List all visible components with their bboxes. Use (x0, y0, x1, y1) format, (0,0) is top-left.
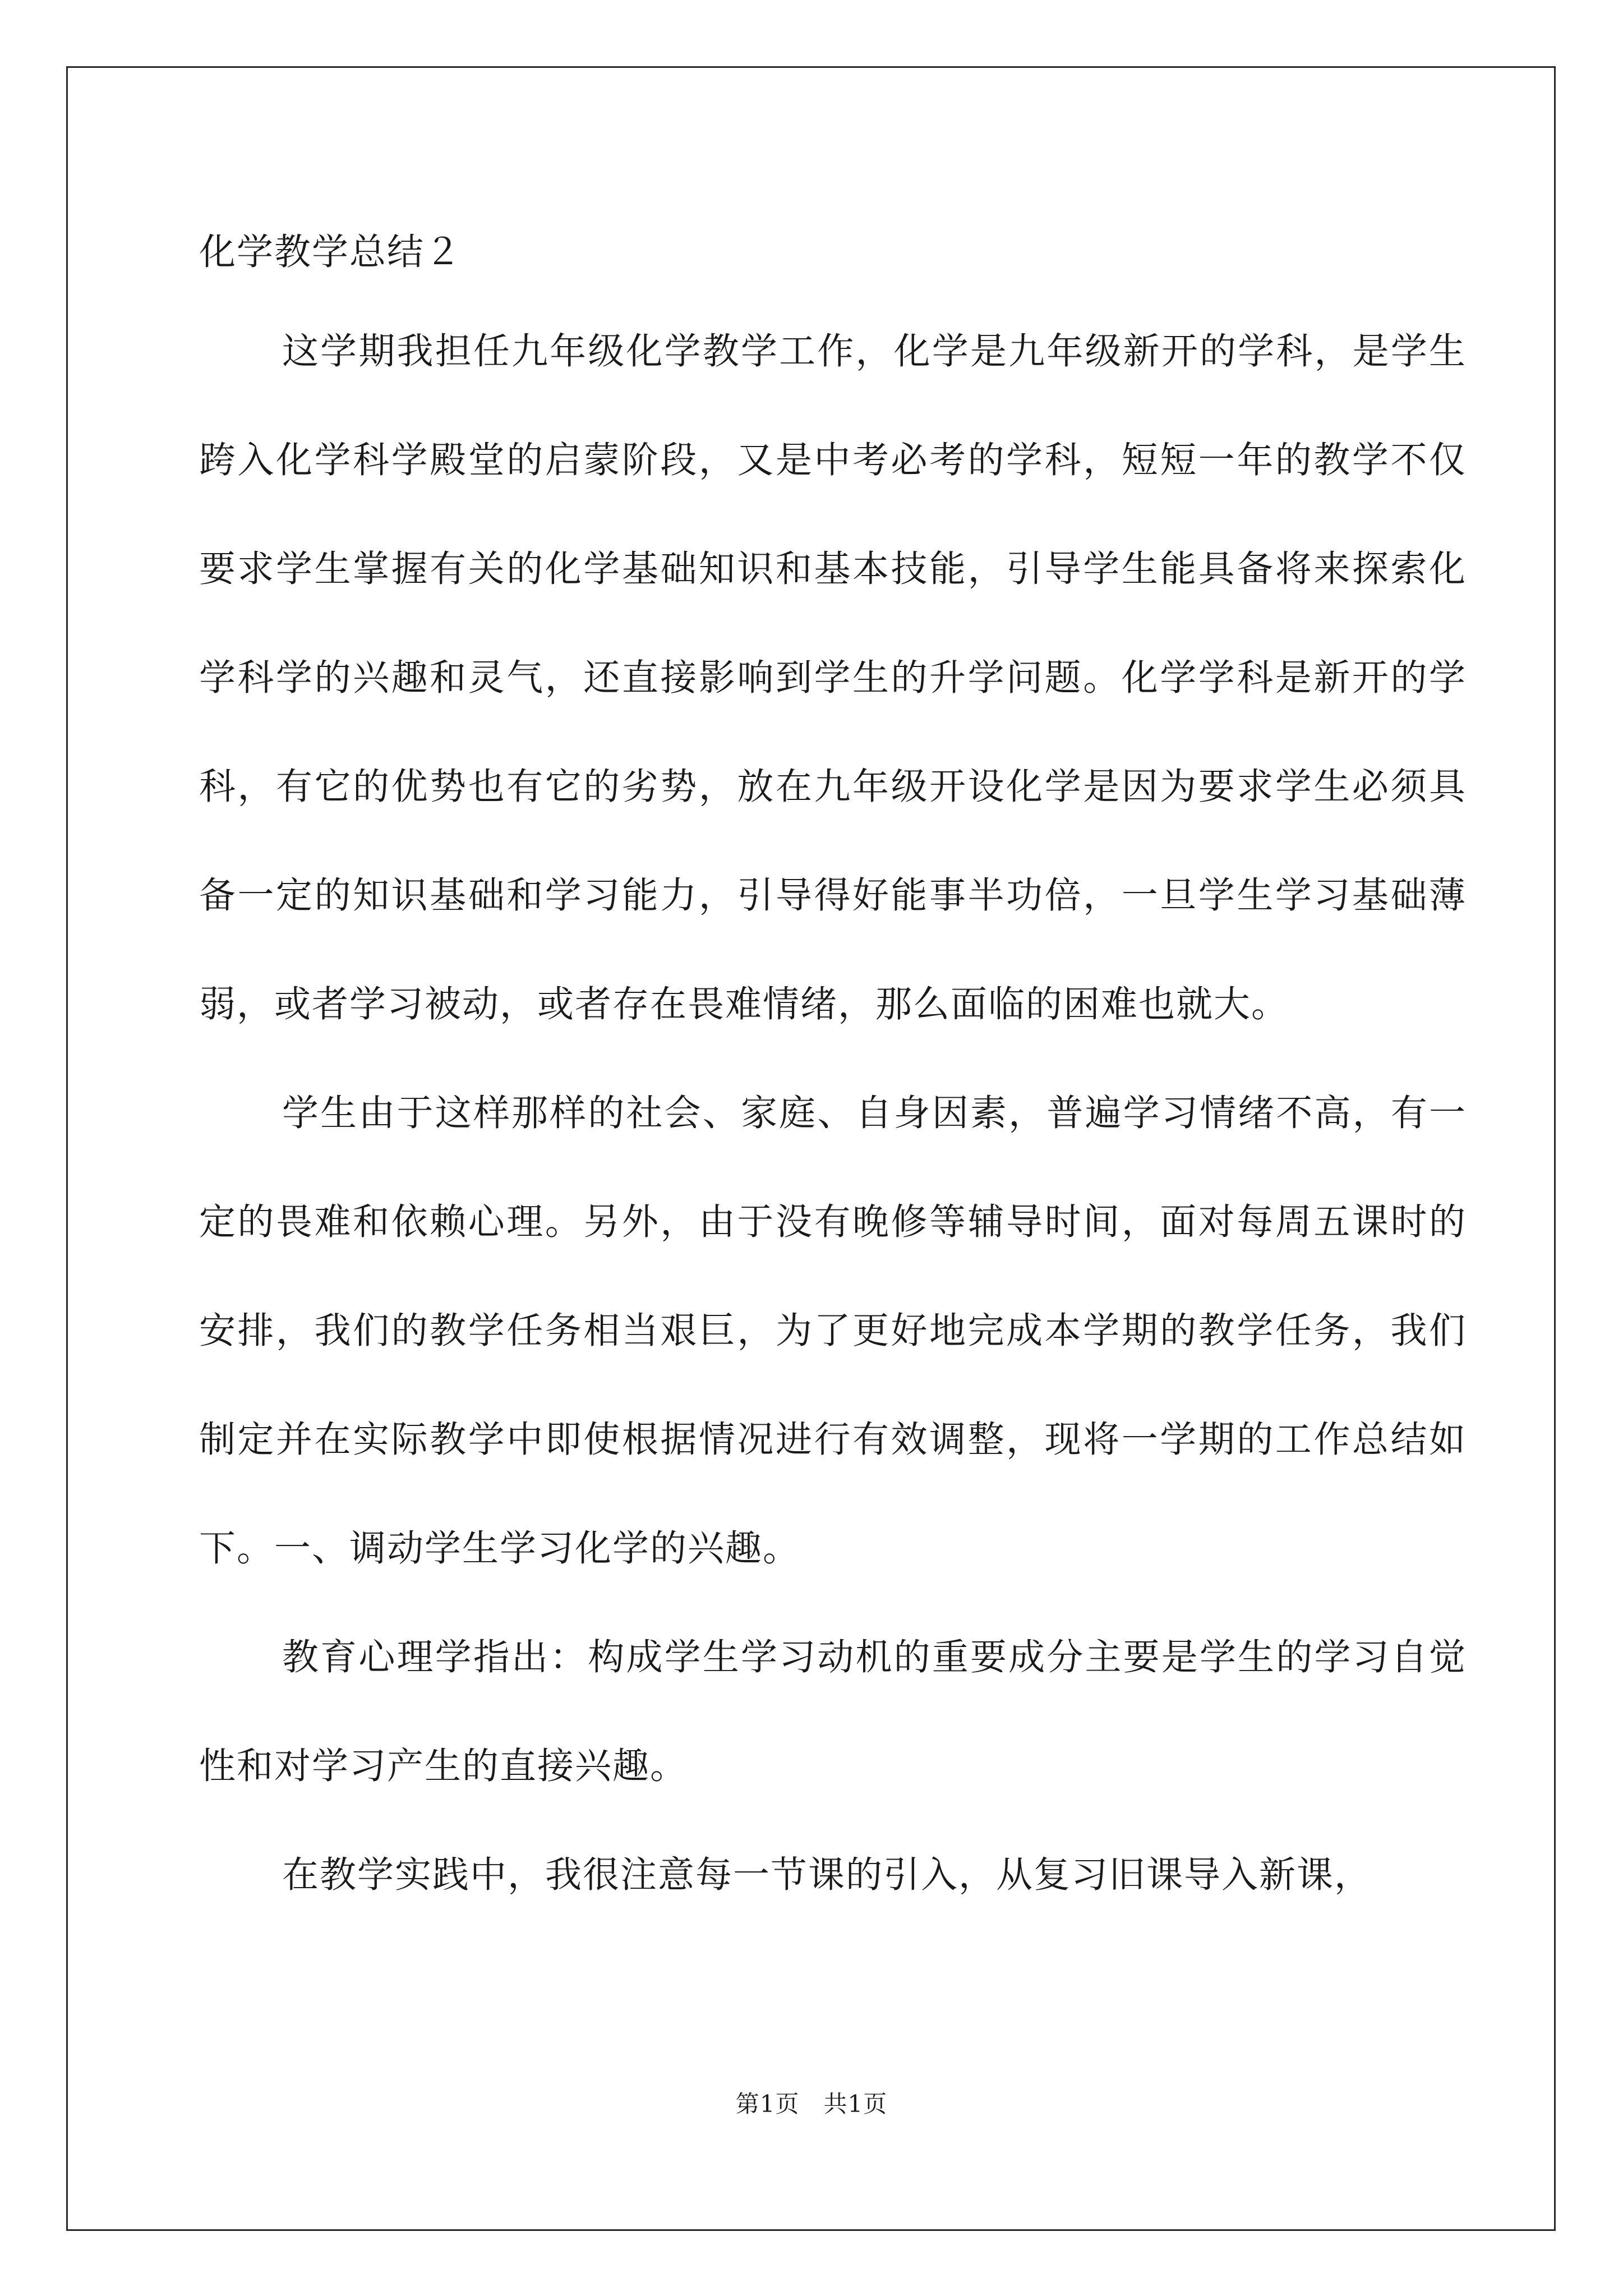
document-body (199, 219, 1467, 1930)
paragraph-2: 学生由于这样那样的社会、家庭、自身因素，普遍学习情绪不高，有一定的畏难和依赖心理。另外，由于没有晚修等辅导时间，面对每周五课时的安排，我们的教学任务相当艰巨，为了更好地完成本学期的教学任务，我们制定并在实际教学中即使根据情况进行有效调整，现将一学期的工作总结如下。一、调动学生学习化学的兴趣。 (199, 1092, 1467, 1570)
paragraph-1: 这学期我担任九年级化学教学工作，化学是九年级新开的学科，是学生跨入化学科学殿堂的启蒙阶段，又是中考必考的学科，短短一年的教学不仅要求学生掌握有关的化学基础知识和基本技能，引导学生能具备将来探索化学科学的兴趣和灵气，还直接影响到学生的升学问题。化学学科是新开的学科，有它的优势也有它的劣势，放在九年级开设化学是因为要求学生必须具备一定的知识基础和学习能力，引导得好能事半功倍，一旦学生学习基础薄弱，或者学习被动，或者存在畏难情绪，那么面临的困难也就大。 (199, 330, 1467, 1025)
document-title: 化学教学总结２ (199, 231, 463, 273)
paragraph-4: 在教学实践中，我很注意每一节课的引入，从复习旧课导入新课， (282, 1854, 1372, 1896)
paragraph-3: 教育心理学指出：构成学生学习动机的重要成分主要是学生的学习自觉性和对学习产生的直接兴趣。 (199, 1636, 1467, 1787)
page-number-footer: 第1页 共1页 (735, 2090, 888, 2118)
